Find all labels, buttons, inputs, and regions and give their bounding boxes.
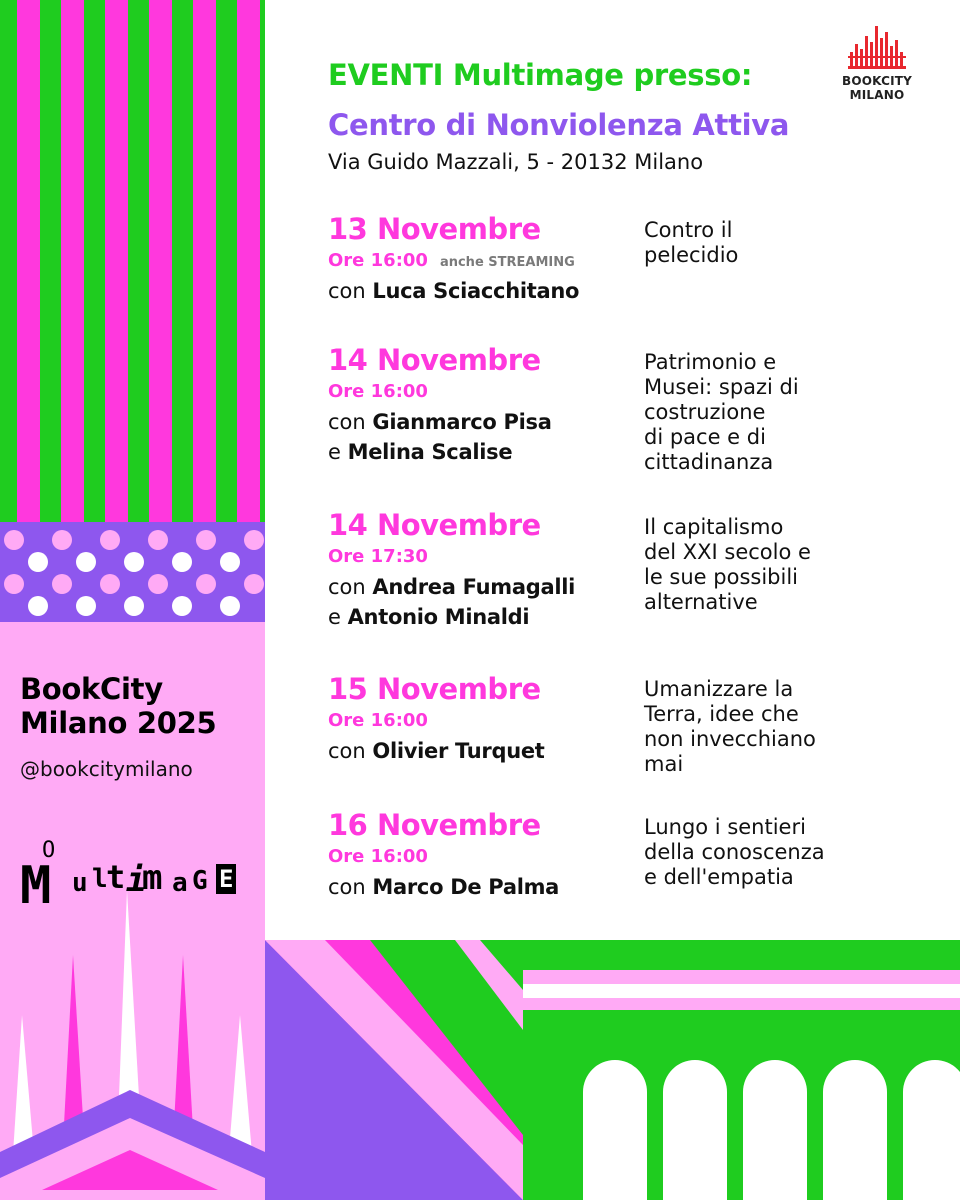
event-time: Ore 17:30 [328,546,428,567]
multimage-logo: O M u l t i m a G E [20,838,248,910]
event-time: Ore 16:00 [328,846,428,867]
polka-dot [196,530,216,550]
polka-dot-band [0,522,265,622]
polka-dot [172,552,192,572]
speaker-name: Luca Sciacchitano [372,279,580,303]
speaker-name: Antonio Minaldi [347,605,530,629]
event-time: Ore 16:00 [328,250,428,271]
and-label: e [328,440,341,464]
event-5-title: Lungo i sentieri della conoscenza e dell'empatia [644,815,825,889]
polka-dot [4,530,24,550]
stripe [17,0,40,522]
polka-dot [244,530,264,550]
aqueduct-arches [523,940,960,1200]
polka-dot [52,574,72,594]
stripe [105,0,128,522]
event-speaker-line [328,872,638,902]
event-date: 16 Novembre [328,808,541,842]
con-label: con [328,279,366,303]
stripes-pattern [0,0,265,522]
speaker-name: Gianmarco Pisa [372,410,552,434]
polka-dot [220,552,240,572]
polka-dot [172,596,192,616]
event-date: 14 Novembre [328,508,541,542]
event-4-title: Umanizzare la Terra, idee che non invecchiano mai [644,677,816,776]
stripe [193,0,216,522]
brand-title: BookCity Milano 2025 [20,672,217,740]
polka-dot [148,574,168,594]
streaming-badge: anche STREAMING [439,255,575,270]
polka-dot [244,574,264,594]
event-date: 14 Novembre [328,343,541,377]
stripe [237,0,260,522]
con-label: con [328,875,366,899]
event-speaker-line [328,407,638,437]
and-label: e [328,605,341,629]
polka-dot [196,574,216,594]
event-1-title: Contro il pelecidio [644,218,739,267]
polka-dot [220,596,240,616]
speaker-name: Andrea Fumagalli [372,575,576,599]
event-speaker-line [328,572,638,602]
event-4 [328,672,638,766]
polka-dot [28,552,48,572]
event-speaker-line [328,736,638,766]
polka-dot [100,530,120,550]
event-speaker-line [328,276,638,306]
venue-name: Centro di Nonviolenza Attiva [328,108,790,142]
event-speaker-line [328,437,638,467]
geometric-triangles [265,940,523,1200]
event-date: 13 Novembre [328,212,541,246]
event-date: 15 Novembre [328,672,541,706]
polka-dot [124,596,144,616]
polka-dot [28,596,48,616]
event-1 [328,212,638,306]
speaker-name: Marco De Palma [372,875,560,899]
polka-dot [76,596,96,616]
venue-address: Via Guido Mazzali, 5 - 20132 Milano [328,150,704,174]
bookcity-logo-line1: BOOKCITY [842,74,913,88]
stripe [149,0,172,522]
polka-dot [100,574,120,594]
polka-dot [4,574,24,594]
polka-dot [76,552,96,572]
bookcity-logo-line2: MILANO [849,88,905,102]
speaker-name: Olivier Turquet [372,739,545,763]
polka-dot [124,552,144,572]
event-3-title: Il capitalismo del XXI secolo e le sue possibili alternative [644,515,811,614]
speaker-name: Melina Scalise [347,440,513,464]
event-speaker-line [328,602,638,632]
event-2-title: Patrimonio e Musei: spazi di costruzione di pace e di cittadinanza [644,350,799,474]
bookcity-logo [842,22,912,106]
event-5 [328,808,638,902]
event-time: Ore 16:00 [328,381,428,402]
con-label: con [328,410,366,434]
event-2 [328,343,638,467]
polka-dot [52,530,72,550]
event-3 [328,508,638,632]
event-time: Ore 16:00 [328,710,428,731]
social-handle: @bookcitymilano [20,757,193,781]
con-label: con [328,739,366,763]
con-label: con [328,575,366,599]
bookcity-skyline-icon [846,22,908,70]
stripe [61,0,84,522]
events-heading: EVENTI Multimage presso: [328,58,753,92]
polka-dot [148,530,168,550]
